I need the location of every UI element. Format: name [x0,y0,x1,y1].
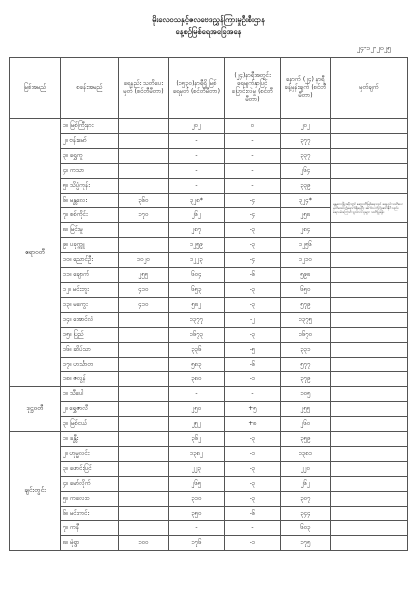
remark-cell [331,342,408,357]
station-cell: ၁၄။ အောင်လံ [61,312,119,327]
forecast-cell: ၃၇၉ [281,372,331,387]
table-row [10,297,408,312]
change-cell: - [225,163,281,178]
water-level-cell: ၆၀၄ [169,268,225,283]
remark-cell [331,178,408,193]
table-row [10,163,408,178]
station-cell: ၅။ သိပ္ပံကုန်း [61,178,119,193]
forecast-cell: ၁၃၈၁ [281,446,331,461]
water-level-cell: ၅၈၃ [169,357,225,372]
water-level-cell: ၂၈၇ [169,223,225,238]
station-cell: ၇။ စစ်ကိုင်း [61,208,119,223]
forecast-cell: ၂၀၂ [281,119,331,134]
remark-cell [331,148,408,163]
header-low-warning: ရေနည်း သတိပေးမှတ် (စင်တီမီတာ) [119,58,169,119]
forecast-cell: ၁၀၅ [281,387,331,402]
change-cell: -၆ [225,357,281,372]
header-change: (၂၄)နာရီအတွင်း ရေမျက်နှာပြင် ပြောင်းလဲမှု (စင်တီမီတာ) [225,58,281,119]
station-cell: ၄။ မော်လိုက် [61,476,119,491]
water-level-cell: - [169,521,225,536]
change-cell: - [225,148,281,163]
change-cell: -၄ [225,193,281,208]
low-warning-cell [119,342,169,357]
station-cell: ၁၁။ ချောက် [61,268,119,283]
change-cell: - [225,387,281,402]
water-level-cell: ၃၃၆ [169,342,225,357]
change-cell: -၃ [225,238,281,253]
remark-cell [331,357,408,372]
station-cell: ၃။ မြစ်ငယ် [61,417,119,432]
water-level-cell: ၂၆၅ [169,476,225,491]
water-level-cell: - [169,148,225,163]
table-row [10,119,408,134]
change-cell: +၅ [225,402,281,417]
header-water-level: (၁၅၃၀)နာရီရှိ မြစ်ရေမှတ် (စင်တီမီတာ) [169,58,225,119]
low-warning-cell [119,148,169,163]
table-row [10,357,408,372]
river-name-cell: ချင်းတွင်း [10,432,61,551]
low-warning-cell [119,446,169,461]
station-cell: ၃။ ဖောင်းပြင် [61,461,119,476]
change-cell: -၅ [225,342,281,357]
station-cell: ၂။ ဟုမ္မလင်း [61,446,119,461]
station-cell: ၉။ ပခုက္ကူ [61,238,119,253]
forecast-cell: ၂၆၀ [281,417,331,432]
forecast-cell: ၂၂၀ [281,461,331,476]
low-warning-cell [119,357,169,372]
change-cell: -၃ [225,476,281,491]
station-cell: ၁၀။ ညောင်ဦး [61,253,119,268]
water-level-cell: ၁၂၅၉ [169,238,225,253]
low-warning-cell [119,238,169,253]
table-row [10,402,408,417]
table-row [10,506,408,521]
change-cell: -၆ [225,506,281,521]
remark-cell [331,491,408,506]
station-cell: ၈။ မုံရွာ [61,536,119,551]
header-station: စခန်းအမည် [61,58,119,119]
water-level-cell: ၃၂၈* [169,193,225,208]
water-level-cell: ၅၈၂ [169,297,225,312]
header-remarks: မှတ်ချက် [331,58,408,119]
remark-cell [331,253,408,268]
change-cell: -၁ [225,372,281,387]
water-level-cell: ၁၃၈၂ [169,446,225,461]
low-warning-cell [119,417,169,432]
low-warning-cell [119,476,169,491]
change-cell: -၃ [225,223,281,238]
table-row [10,461,408,476]
remark-cell [331,476,408,491]
low-warning-cell [119,178,169,193]
remark-cell [331,432,408,447]
station-cell: ၄။ ကသာ [61,163,119,178]
forecast-cell: ၃၄၄ [281,506,331,521]
change-cell: +၈ [225,417,281,432]
water-level-cell: - [169,178,225,193]
low-warning-cell: ၂၅၅ [119,268,169,283]
table-row [10,327,408,342]
water-level-cell: ၂၅၀ [169,402,225,417]
station-cell: ၆။ မင်းကင်း [61,506,119,521]
river-level-table [9,57,408,551]
forecast-cell: ၅၇၇ [281,357,331,372]
change-cell: -၄ [225,253,281,268]
station-cell: ၁။ ခန္တီး [61,432,119,447]
change-cell: -၁ [225,536,281,551]
forecast-cell: ၆၀၃ [281,521,331,536]
low-warning-cell [119,432,169,447]
water-level-cell: ၁၂၂၃ [169,253,225,268]
remark-cell [331,417,408,432]
river-name-cell: ဒုဋ္ဌဝတီ [10,387,61,432]
forecast-cell: ၁၂၅၆ [281,238,331,253]
table-row [10,342,408,357]
station-cell: ၁၈။ ဇလွန် [61,372,119,387]
water-level-cell: ၁၃၇၇ [169,312,225,327]
low-warning-cell [119,223,169,238]
forecast-cell: ၃၂၄* [281,193,331,208]
forecast-cell: ၂၅၅ [281,402,331,417]
bulletin-title-line1: မိုးလေဝသနှင့်ဇလဗေဒညွှန်ကြားမှုဦးစီးဌာန [152,15,265,24]
change-cell: -၂ [225,312,281,327]
remark-cell [331,163,408,178]
table-row [10,521,408,536]
remark-cell [331,446,408,461]
station-cell: ၃။ ရွှေကူ [61,148,119,163]
remark-cell [331,536,408,551]
water-level-cell: ၁၆၇၃ [169,327,225,342]
forecast-cell: ၁၂၁၀ [281,253,331,268]
change-cell: - [225,521,281,536]
water-level-cell: - [169,387,225,402]
remark-cell [331,461,408,476]
water-level-cell: ၃၆၂ [169,432,225,447]
table-row [10,133,408,148]
remark-cell [331,506,408,521]
change-cell: -၃ [225,297,281,312]
low-warning-cell [119,119,169,134]
table-row [10,372,408,387]
station-cell: ၁၂။ မင်းဘူး [61,282,119,297]
remark-cell [331,327,408,342]
water-level-cell: ၃၅၀ [169,506,225,521]
remark-cell [331,282,408,297]
change-cell: -၃ [225,491,281,506]
forecast-cell: ၅၇၉ [281,297,331,312]
water-level-cell: ၂၀၂ [169,119,225,134]
water-level-cell: ၂၆၂ [169,208,225,223]
low-warning-cell: ၁၇၀ [119,208,169,223]
forecast-cell: ၃၃၁ [281,342,331,357]
remark-cell [331,133,408,148]
remark-cell [331,223,408,238]
low-warning-cell [119,387,169,402]
forecast-cell: ၆၅၀ [281,282,331,297]
forecast-cell: ၅၉၈ [281,268,331,283]
table-body [10,119,408,551]
forecast-cell: ၂၆၄ [281,163,331,178]
table-row [10,268,408,283]
table-row [10,432,408,447]
table-row [10,238,408,253]
low-warning-cell: ၄၁၀ [119,297,169,312]
station-cell: ၆။ မန္တလေး [61,193,119,208]
header-river: မြစ်အမည် [10,58,61,119]
change-cell: - [225,178,281,193]
header-forecast: နောက် (၂၄) နာရီ ခန့်မှန်းချက် (စင်တီမီတာ) [281,58,331,119]
station-cell: ၁။ မြစ်ကြီးနား [61,119,119,134]
table-row [10,312,408,327]
low-warning-cell [119,163,169,178]
station-cell: ၁၇။ ဟင်္သာတ [61,357,119,372]
forecast-cell: ၃၃၇ [281,148,331,163]
remark-cell [331,521,408,536]
water-level-cell: - [169,163,225,178]
forecast-cell: ၂၈၄ [281,223,331,238]
table-row [10,253,408,268]
station-cell: ၁၃။ မကွေး [61,297,119,312]
low-warning-cell [119,402,169,417]
forecast-cell: ၂၅၈ [281,208,331,223]
low-warning-cell [119,506,169,521]
table-row [10,491,408,506]
water-level-cell: - [169,133,225,148]
bulletin-date: ၂၄-၁၂-၂၀၂၅ [356,44,391,52]
low-warning-cell [119,491,169,506]
bulletin-title-line2: နေ့စဉ်မြစ်ရေအခြေအနေ [175,27,242,36]
change-cell: ၀ [225,119,281,134]
water-level-cell: ၂၅၂ [169,417,225,432]
change-cell: -၄ [225,208,281,223]
change-cell: -၃ [225,432,281,447]
low-warning-cell [119,312,169,327]
station-cell: ၅။ ကလေးဝ [61,491,119,506]
remark-cell [331,119,408,134]
change-cell: -၃ [225,282,281,297]
station-cell: ၂။ ဗန်းမော် [61,133,119,148]
table-row [10,223,408,238]
remark-cell [331,402,408,417]
forecast-cell: ၁၇၅ [281,536,331,551]
remark-cell [331,372,408,387]
forecast-cell: ၁၃၇၅ [281,312,331,327]
change-cell: -၃ [225,461,281,476]
remark-cell [331,268,408,283]
station-cell: ၁။ သီပေါ [61,387,119,402]
forecast-cell: ၂၆၂ [281,476,331,491]
table-row [10,417,408,432]
forecast-cell: ၃၇၇ [281,133,331,148]
table-row [10,387,408,402]
water-level-cell: ၁၇၆ [169,536,225,551]
station-cell: ၁၆။ ဆိပ်သာ [61,342,119,357]
low-warning-cell [119,521,169,536]
remark-cell [331,387,408,402]
table-row [10,148,408,163]
station-cell: ၇။ ကနီ [61,521,119,536]
water-level-cell: ၆၅၃ [169,282,225,297]
table-row [10,178,408,193]
low-warning-cell [119,133,169,148]
water-level-cell: ၃၈၀ [169,372,225,387]
forecast-cell: ၃၅၉ [281,432,331,447]
forecast-cell: ၃၃၉ [281,178,331,193]
change-cell: -၁ [225,446,281,461]
water-level-cell: ၃၁၀ [169,491,225,506]
forecast-cell: ၁၆၇၀ [281,327,331,342]
low-warning-cell: ၁၀၀ [119,536,169,551]
remark-cell [331,297,408,312]
forecast-cell: ၃၀၇ [281,491,331,506]
river-name-cell: ဧရာဝတီ [10,119,61,387]
low-warning-cell [119,461,169,476]
remark-cell [331,312,408,327]
station-cell: ၈။ မြင်းမူ [61,223,119,238]
change-cell: -၃ [225,327,281,342]
table-row [10,536,408,551]
table-row [10,476,408,491]
table-row [10,282,408,297]
table-header-row [10,58,408,119]
low-warning-cell: ၄၁၀ [119,282,169,297]
station-cell: ၁၅။ ပြည် [61,327,119,342]
change-cell: - [225,133,281,148]
low-warning-cell: ၁၀၂၀ [119,253,169,268]
low-warning-cell: ၃၆၀ [119,193,169,208]
change-cell: -၆ [225,268,281,283]
remark-cell: မန္တလေးမြို့အနီးတွင် ဧရာဝတီမြစ်ရေသည် ရေနည်းသတိပေးမှတ်အောက်ရောက်ရှိနေပြီး ဆက်လက်ကျဆင်းနိုင်သည်။ ရေလမ်းကြောင်းသွားလာသူများ သတိပြုရန်။ [331,193,408,223]
table-row [10,193,408,208]
water-level-cell: ၂၂၃ [169,461,225,476]
remark-cell [331,238,408,253]
low-warning-cell [119,327,169,342]
table-row [10,446,408,461]
low-warning-cell [119,372,169,387]
station-cell: ၂။ ရွှေဇာလီ [61,402,119,417]
